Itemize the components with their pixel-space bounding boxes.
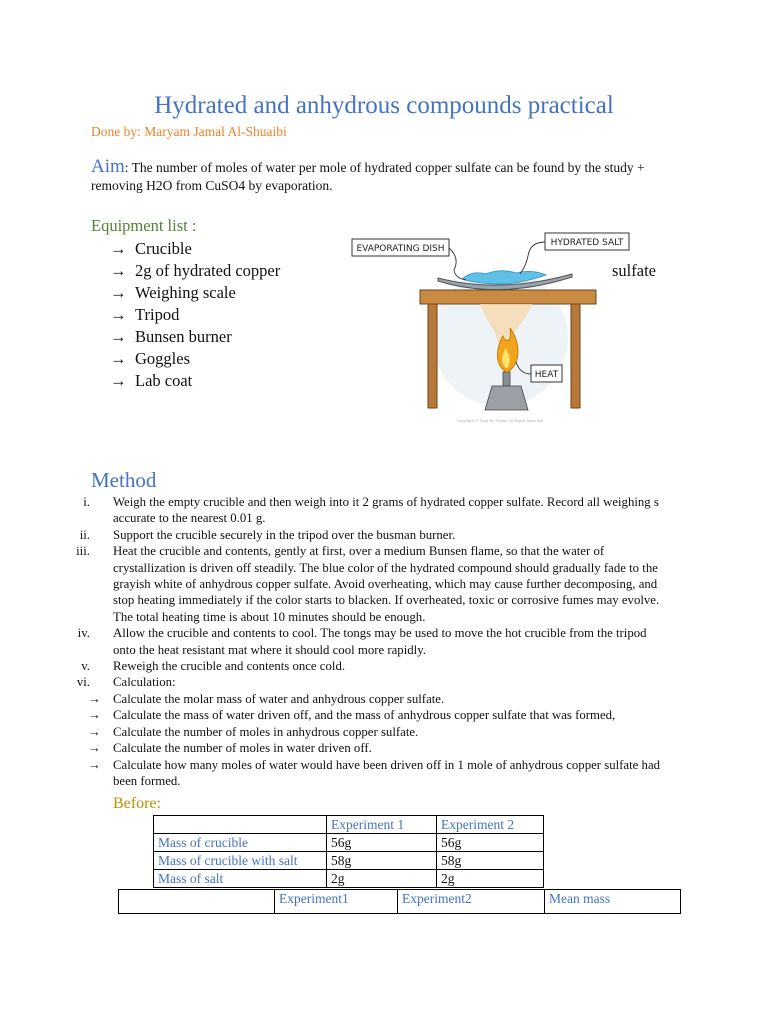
- method-step: ii. Support the crucible securely in the tripod over the busman burner.: [79, 527, 456, 542]
- equipment-list: [110, 238, 280, 392]
- method-heading: Method: [91, 468, 157, 492]
- equipment-continuation: sulfate: [612, 261, 656, 280]
- arrow-icon: →: [110, 327, 127, 346]
- author-line: Done by: Maryam Jamal Al-Shuaibi: [91, 124, 287, 139]
- method-step: iii. Heat the crucible and contents, gently at first, over a medium Bunsen flame, so that the water of crystallization is driven off steadily. The blue color of the hydrated compound should gradually fade to the grayish white of anhydrous copper sulfate. Avoid overheating, which may cause further decomposing, and stop heating immediately if the color starts to blacken. If overheated, toxic or corrosive fumes may evolve. The total heating time is about 10 minutes should be enough.: [76, 544, 660, 624]
- column-header: Experiment 1: [327, 816, 437, 834]
- label-hydrated-salt: HYDRATED SALT: [550, 238, 624, 248]
- calc-step: → Calculate the number of moles in anhydrous copper sulfate.: [88, 724, 419, 739]
- column-header: Experiment1: [275, 890, 398, 914]
- table-header-row: [119, 890, 681, 914]
- table-row: Mass of crucible 56g 56g: [154, 834, 544, 852]
- column-header: Mean mass: [545, 890, 681, 914]
- list-item: → Tripod: [110, 305, 180, 324]
- arrow-dish: [449, 248, 466, 280]
- page-title: Hydrated and anhydrous compounds practical: [154, 92, 614, 119]
- aim-paragraph: [91, 158, 691, 195]
- list-item: → Crucible: [110, 239, 192, 258]
- calc-step: → Calculate the mass of water driven off, and the mass of anhydrous copper sulfate that was formed,: [88, 708, 616, 723]
- calc-step: → Calculate the number of moles in water driven off.: [88, 741, 372, 756]
- method-step: v. Reweigh the crucible and contents once cold.: [81, 659, 346, 674]
- list-item: → 2g of hydrated copper: [110, 261, 281, 280]
- arrow-icon: →: [110, 371, 127, 390]
- arrow-icon: →: [88, 724, 101, 739]
- tripod-leg-left: [428, 304, 437, 408]
- list-item: → Lab coat: [110, 371, 193, 390]
- before-table: [153, 815, 544, 888]
- label-heat: HEAT: [534, 370, 559, 380]
- tripod-leg-right: [571, 304, 580, 408]
- copyright-text: Copyright © Save My Exams. All Rights Reserved: [456, 419, 544, 423]
- apparatus-diagram: [340, 228, 640, 428]
- list-item: → Bunsen burner: [110, 327, 232, 346]
- aim-label: Aim: [91, 156, 125, 177]
- arrow-icon: →: [88, 741, 101, 756]
- arrow-icon: →: [110, 305, 127, 324]
- equipment-heading: Equipment list :: [91, 216, 197, 235]
- arrow-icon: →: [110, 349, 127, 368]
- burner-base: [485, 386, 528, 410]
- arrow-icon: →: [88, 757, 101, 772]
- arrow-icon: →: [110, 239, 127, 258]
- method-step: vi. Calculation:: [76, 675, 176, 690]
- calc-step: → Calculate the molar mass of water and anhydrous copper sulfate.: [88, 691, 445, 706]
- burner-tube: [503, 372, 510, 386]
- before-heading: Before:: [113, 795, 161, 812]
- row-label: Mass of crucible with salt: [154, 852, 327, 870]
- method-step: i. Weigh the empty crucible and then weigh into it 2 grams of hydrated copper sulfate. Record all weighing s accurate to the nearest 0.01 g.: [83, 495, 659, 526]
- list-item: → Goggles: [110, 349, 190, 368]
- label-evaporating-dish: EVAPORATING DISH: [356, 244, 445, 254]
- calc-step: → Calculate how many moles of water would have been driven off in 1 mole of anhydrous copper sulfate had been formed.: [88, 757, 661, 788]
- arrow-icon: →: [88, 691, 101, 706]
- aim-text: : The number of moles of water per mole of hydrated copper sulfate can be found by the study + removing H2O from CuSO4 by evaporation.: [91, 160, 645, 193]
- arrow-icon: →: [110, 283, 127, 302]
- tripod-top: [420, 290, 596, 304]
- table-row: Mass of salt 2g 2g: [154, 870, 544, 888]
- arrow-salt: [520, 242, 545, 274]
- table-row: Mass of crucible with salt 58g 58g: [154, 852, 544, 870]
- method-step: iv. Allow the crucible and contents to cool. The tongs may be used to move the hot crucible from the tripod onto the heat resistant mat where it should cool more rapidly.: [77, 626, 647, 657]
- arrow-icon: →: [110, 261, 127, 280]
- column-header: Experiment2: [398, 890, 545, 914]
- arrow-icon: →: [88, 708, 101, 723]
- list-item: → Weighing scale: [110, 283, 236, 302]
- method-steps: [0, 494, 768, 789]
- row-label: Mass of salt: [154, 870, 327, 888]
- table-header-row: [154, 816, 544, 834]
- after-table: [118, 889, 681, 914]
- column-header: Experiment 2: [437, 816, 544, 834]
- row-label: Mass of crucible: [154, 834, 327, 852]
